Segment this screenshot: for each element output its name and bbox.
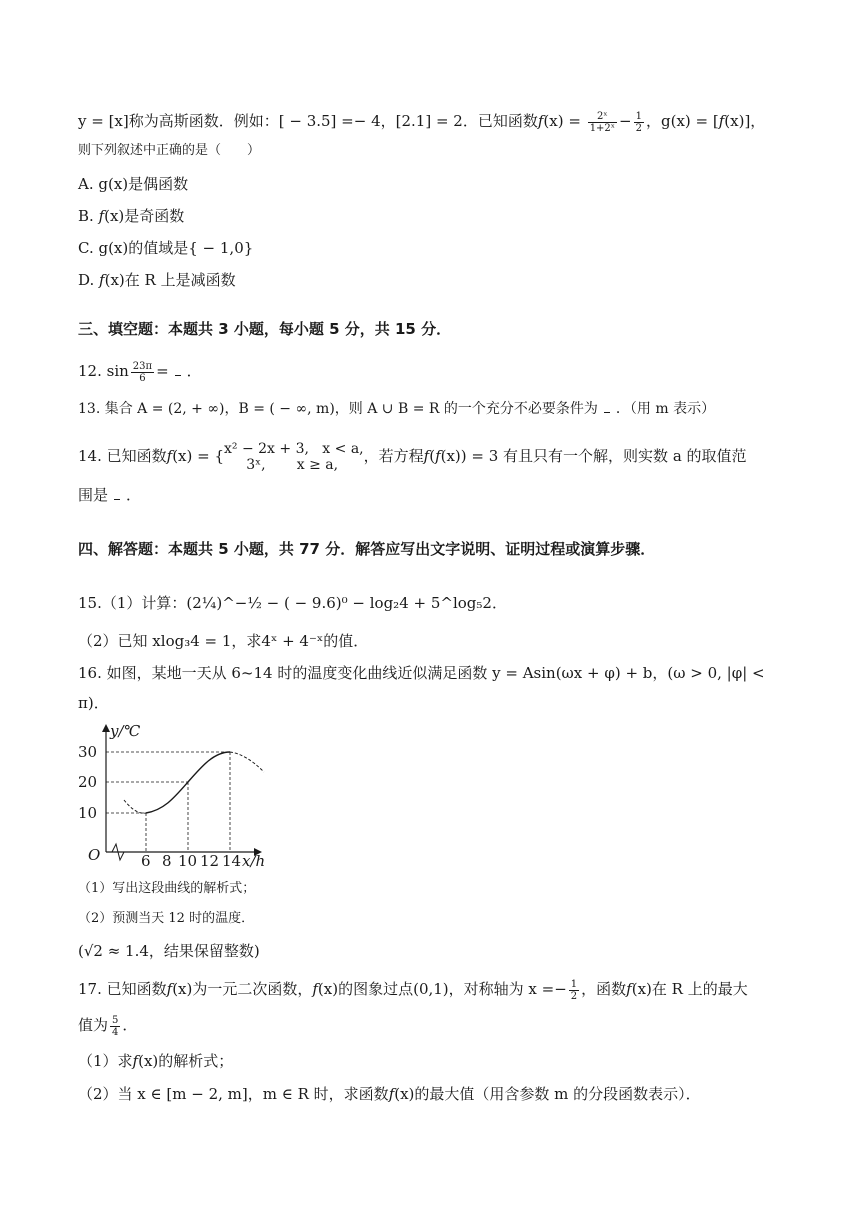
- q12: [78, 360, 798, 384]
- q14-brace: (x) = {: [172, 447, 224, 465]
- answer-blank: [604, 402, 610, 413]
- q11-option-c: [78, 237, 798, 259]
- x-tick-12: 12: [200, 852, 220, 868]
- q14-after2: (x)) = 3 有且只有一个解，则实数 a 的取值范: [440, 447, 747, 465]
- q12-fraction: [131, 361, 154, 384]
- curve-extension-left: [124, 800, 146, 813]
- q15-part2: （2）已知 xlog₃4 = 1，求4ˣ + 4⁻ˣ的值．: [78, 632, 369, 650]
- q13-end: ．（用 m 表示）: [615, 401, 716, 417]
- frac-num: 1: [635, 110, 642, 122]
- q17-l2-end: ．: [122, 1016, 138, 1034]
- temperature-graph: [74, 720, 274, 868]
- q13-text: 13. 集合 A = (2, + ∞)，B = ( − ∞, m)，则 A ∪ B = R 的一个充分不必要条件为: [78, 401, 598, 417]
- q17-b: (x)的图象过点(0,1)，对称轴为 x =−: [317, 980, 567, 998]
- frac-den: 2: [570, 990, 578, 1002]
- section-3-heading: 三、填空题：本题共 3 小题，每小题 5 分，共 15 分．: [78, 320, 452, 338]
- f-symbol: f: [718, 112, 725, 130]
- option-text: (x)是奇函数: [104, 207, 185, 225]
- section-4-heading: 四、解答题：本题共 5 小题，共 77 分．解答应写出文字说明、证明过程或演算步骤．: [78, 540, 656, 558]
- q11-option-a: [78, 173, 798, 195]
- q11-option-d: [78, 269, 798, 291]
- q16-sub3: (√2 ≈ 1.4，结果保留整数): [78, 942, 260, 960]
- f-symbol: f: [166, 447, 173, 465]
- frac-num: 2ˣ: [588, 111, 617, 123]
- q12-pre: 12. sin: [78, 362, 129, 380]
- q17-sub2-post: (x)的最大值（用含参数 m 的分段函数表示）．: [394, 1085, 701, 1103]
- q17-sub2: [78, 1083, 798, 1105]
- q17-sub2-pre: （2）当 x ∈ [m − 2, m]，m ∈ R 时，求函数: [78, 1085, 389, 1103]
- f-symbol: f: [435, 447, 441, 465]
- q11-fraction-1: [588, 111, 617, 134]
- q17-sub1-post: (x)的解析式；: [138, 1052, 234, 1070]
- q16-stem: 16. 如图，某地一天从 6~14 时的温度变化曲线近似满足函数 y = Asin(ωx + φ) + b，(ω > 0, |φ| <: [78, 664, 765, 682]
- q17-a: (x)为一元二次函数，: [172, 980, 313, 998]
- q17-c: ，函数: [581, 980, 627, 998]
- option-text: (x)在 R 上是减函数: [104, 271, 236, 289]
- q17-max-fraction: [110, 1015, 120, 1038]
- q16-sub2: （2）预测当天 12 时的温度．: [78, 911, 255, 926]
- minus-sign: −: [619, 112, 632, 130]
- x-tick-6: 6: [141, 852, 151, 868]
- f-symbol: f: [626, 980, 632, 998]
- q11-stem-start: y = [x]称为高斯函数．例如：[ − 3.5] =− 4，[2.1] = 2．已知函数: [78, 112, 538, 130]
- q11-fraction-2: [634, 111, 644, 134]
- q17-sub1-pre: （1）求: [78, 1052, 133, 1070]
- q14-after: ，若方程: [363, 447, 424, 465]
- case2-cond: x ≥ a,: [296, 457, 339, 473]
- q17-d: (x)在 R 上的最大: [631, 980, 748, 998]
- f-symbol: f: [98, 207, 105, 225]
- q15-label: 15.（1）计算：: [78, 594, 187, 612]
- frac-den: 1+2ˣ: [589, 122, 616, 134]
- y-tick-10: 10: [78, 804, 98, 822]
- y-axis-arrow: [102, 724, 110, 732]
- origin-label: O: [88, 846, 101, 864]
- q15-expression: (2¼)^−½ − ( − 9.6)⁰ − log₂4 + 5^log₅2．: [186, 594, 507, 612]
- f-symbol: f: [166, 980, 173, 998]
- q17-half-fraction: [569, 979, 579, 1002]
- q17-pre: 17. 已知函数: [78, 980, 167, 998]
- answer-blank: [175, 365, 181, 376]
- y-axis-label: y/℃: [110, 722, 141, 740]
- f-symbol: f: [423, 447, 430, 465]
- y-tick-20: 20: [78, 773, 98, 791]
- x-tick-8: 8: [162, 852, 172, 868]
- frac-num: 23π: [132, 360, 153, 372]
- q11-stem: [78, 110, 798, 134]
- f-symbol: f: [388, 1085, 395, 1103]
- q11-stem-tail: (x)]，: [724, 112, 766, 130]
- q14-line2-text: 围是: [78, 486, 109, 504]
- q12-end: ．: [186, 362, 202, 380]
- q14-pre: 14. 已知函数: [78, 447, 167, 465]
- case1-expr: x² − 2x + 3,: [224, 441, 309, 457]
- q11-stem-line2: 则下列叙述中正确的是（ ）: [78, 143, 261, 158]
- q17-sub1: [78, 1050, 798, 1072]
- answer-blank: [114, 489, 120, 500]
- q15-part1: [78, 592, 798, 614]
- option-text: C. g(x)的值域是{ − 1,0}: [78, 239, 254, 257]
- q14: [78, 436, 798, 476]
- frac-den: 6: [139, 372, 146, 384]
- option-text: D.: [78, 271, 100, 289]
- q14-end: ．: [126, 486, 142, 504]
- f-symbol: f: [132, 1052, 139, 1070]
- q17-stem-line2: [78, 1014, 798, 1038]
- q11-def-mid: (x) =: [543, 112, 581, 130]
- option-text: B.: [78, 207, 99, 225]
- curve-extension-right: [230, 752, 264, 772]
- piecewise-cases: [224, 441, 364, 473]
- y-tick-30: 30: [78, 743, 98, 761]
- case2-expr: 3ˣ,: [246, 457, 266, 473]
- q16-stem-line2: π)．: [78, 694, 109, 712]
- q11-option-b: [78, 205, 798, 227]
- q11-stem-end: ，g(x) = [: [645, 112, 719, 130]
- q14-line2: [78, 484, 798, 506]
- frac-num: 1: [570, 978, 578, 990]
- paren: (: [429, 447, 436, 465]
- frac-num: 5: [112, 1014, 119, 1026]
- q13: [78, 398, 798, 420]
- case1-cond: x < a,: [322, 441, 364, 457]
- x-tick-14: 14: [222, 852, 242, 868]
- f-symbol: f: [312, 980, 318, 998]
- f-symbol: f: [537, 112, 544, 130]
- frac-den: 2: [635, 122, 642, 134]
- frac-den: 4: [112, 1026, 119, 1038]
- x-axis-label: x/h: [242, 852, 266, 868]
- option-text: A. g(x)是偶函数: [78, 175, 189, 193]
- q17-l2-pre: 值为: [78, 1016, 109, 1034]
- q17-stem: [78, 978, 798, 1002]
- x-tick-10: 10: [178, 852, 198, 868]
- f-symbol: f: [99, 271, 105, 289]
- q12-equals: =: [156, 362, 169, 380]
- q16-sub1: （1）写出这段曲线的解析式；: [78, 881, 256, 896]
